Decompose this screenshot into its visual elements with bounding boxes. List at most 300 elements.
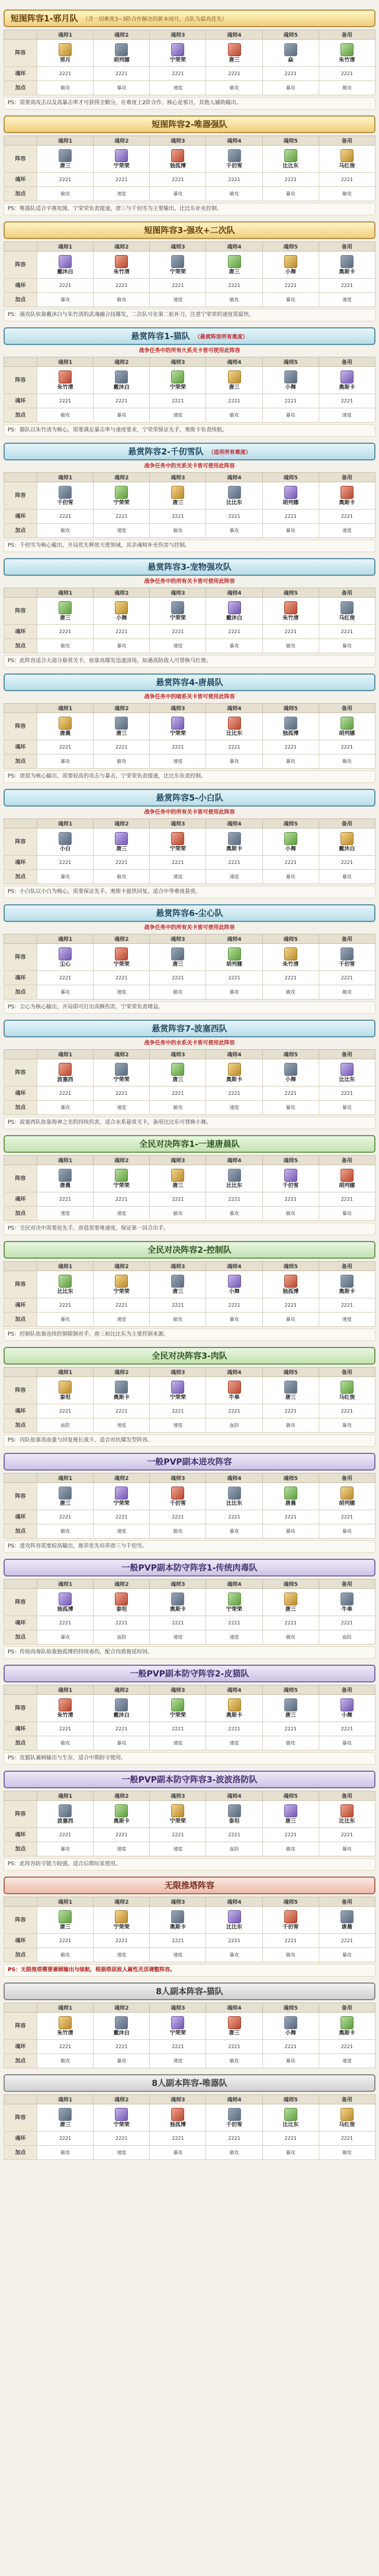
column-header: 魂师3 xyxy=(150,2095,206,2104)
row-label: 魂环 xyxy=(4,1616,37,1630)
table-cell: 2221 xyxy=(319,279,375,293)
column-header xyxy=(4,1579,37,1589)
section-title: 悬赏阵容1-猫队 xyxy=(131,332,190,341)
table-cell: 速度 xyxy=(150,2054,206,2068)
hero-cell xyxy=(206,1165,262,1192)
section-title: 一般PVP副本防守阵容3-波波洛防队 xyxy=(121,1775,258,1785)
table-cell: 暴攻 xyxy=(206,524,262,538)
hero-cell xyxy=(262,1483,319,1510)
table-cell: 速度 xyxy=(319,408,375,423)
hero-cell xyxy=(150,1483,206,1510)
hero-name: 朱竹清 xyxy=(113,269,130,275)
hero-name: 唐三 xyxy=(285,1394,296,1401)
team-table xyxy=(4,1367,375,1433)
table-cell: 2221 xyxy=(262,394,319,408)
table-header-row xyxy=(4,1050,375,1059)
hero-cell xyxy=(319,252,375,279)
hero-name: 独孤博 xyxy=(282,730,299,737)
table-cell: 速度 xyxy=(150,81,206,95)
column-header: 魂师4 xyxy=(206,1791,262,1801)
table-cell: 敏攻 xyxy=(150,985,206,1000)
table-cell: 2221 xyxy=(319,740,375,755)
table-cell: 2221 xyxy=(262,625,319,639)
hero-cell xyxy=(37,482,94,510)
hero-portrait-icon xyxy=(284,947,297,960)
table-header-row xyxy=(4,1474,375,1483)
table-cell: 2221 xyxy=(94,1934,150,1948)
table-cell: 暴攻 xyxy=(37,1630,94,1645)
hero-cell xyxy=(37,1589,94,1616)
team-table xyxy=(4,1791,375,1856)
hero-name: 宁荣荣 xyxy=(113,1076,130,1083)
table-cell: 2221 xyxy=(206,1510,262,1524)
table-cell: 敏攻 xyxy=(262,1418,319,1433)
table-cell: 速度 xyxy=(150,293,206,307)
hero-portrait-icon xyxy=(115,255,128,268)
column-header: 魂师2 xyxy=(94,1791,150,1801)
hero-portrait-icon xyxy=(59,1487,72,1500)
table-cell: 2221 xyxy=(94,67,150,81)
table-cell: 2221 xyxy=(262,1510,319,1524)
team-table xyxy=(4,703,375,769)
hero-name: 宁荣荣 xyxy=(169,2030,186,2036)
hero-name: 唐三 xyxy=(172,1182,184,1189)
hero-portrait-icon xyxy=(115,2108,128,2121)
hero-portrait-icon xyxy=(284,370,297,383)
hero-portrait-icon xyxy=(59,1910,72,1923)
team-table xyxy=(4,2003,375,2068)
column-header: 魂师1 xyxy=(37,242,94,252)
table-row xyxy=(4,1510,375,1524)
section-title: 一般PVP副本防守阵容2-皮猫队 xyxy=(130,1669,249,1679)
row-label: 魂环 xyxy=(4,1828,37,1842)
section-title: 全民对决阵容3-肉队 xyxy=(152,1352,227,1361)
hero-portrait-icon xyxy=(341,2016,354,2029)
hero-cell xyxy=(319,1377,375,1404)
hero-cell xyxy=(206,1801,262,1828)
row-label: 加点 xyxy=(4,870,37,884)
hero-name: 焱 xyxy=(288,57,294,63)
hero-name: 宁荣荣 xyxy=(169,1818,186,1824)
hero-cell xyxy=(262,598,319,625)
hero-portrait-icon xyxy=(341,832,354,845)
table-row xyxy=(4,67,375,81)
table-cell: 敏攻 xyxy=(37,1524,94,1539)
table-row xyxy=(4,1736,375,1750)
hero-cell xyxy=(206,367,262,394)
hero-portrait-icon xyxy=(341,1275,354,1288)
table-cell: 敏攻 xyxy=(150,1524,206,1539)
table-cell: 2221 xyxy=(150,1192,206,1207)
hero-portrait-icon xyxy=(284,1592,297,1605)
table-cell: 2221 xyxy=(150,856,206,870)
column-header: 魂师3 xyxy=(150,934,206,944)
table-cell: 血防 xyxy=(37,1418,94,1433)
hero-cell xyxy=(37,2104,94,2132)
section-subtitle: （适用所有难度） xyxy=(208,449,251,456)
table-cell: 暴攻 xyxy=(206,1948,262,1962)
column-header: 魂师4 xyxy=(206,2095,262,2104)
column-header: 备用 xyxy=(319,819,375,828)
hero-portrait-icon xyxy=(228,2016,241,2029)
table-cell: 2221 xyxy=(37,1616,94,1630)
hero-name: 宁荣荣 xyxy=(113,163,130,169)
hero-portrait-icon xyxy=(284,1698,297,1711)
table-row xyxy=(4,1630,375,1645)
table-row xyxy=(4,187,375,201)
table-cell: 2221 xyxy=(37,1192,94,1207)
hero-portrait-icon xyxy=(59,1804,72,1817)
row-label: 魂环 xyxy=(4,971,37,985)
section-note: PS：皮猫队兼顾输出与生存，适合中期防守使用。 xyxy=(4,1752,375,1765)
hero-portrait-icon xyxy=(228,1063,241,1076)
section-note: PS：小白队以小白为核心，需要保证先手，奥斯卡提供回复，适合中等难度悬赏。 xyxy=(4,886,375,898)
hero-cell xyxy=(150,2013,206,2040)
hero-cell xyxy=(150,1907,206,1934)
section-banner xyxy=(4,558,375,576)
column-header: 魂师3 xyxy=(150,1262,206,1271)
column-header: 备用 xyxy=(319,357,375,367)
hero-cell xyxy=(262,1377,319,1404)
column-header xyxy=(4,473,37,482)
hero-cell xyxy=(262,1165,319,1192)
hero-portrait-icon xyxy=(59,1698,72,1711)
table-cell: 暴攻 xyxy=(94,1736,150,1750)
table-cell: 2221 xyxy=(37,1722,94,1736)
column-header: 备用 xyxy=(319,2003,375,2013)
hero-cell xyxy=(206,1695,262,1722)
section-tip: 战争任务中的光系关卡皆可使用此阵容 xyxy=(144,463,235,469)
table-header-row xyxy=(4,357,375,367)
column-header: 备用 xyxy=(319,2095,375,2104)
table-cell: 敏攻 xyxy=(150,1101,206,1115)
hero-portrait-icon xyxy=(341,486,354,499)
hero-cell xyxy=(319,146,375,173)
column-header: 魂师5 xyxy=(262,1685,319,1695)
column-header: 魂师1 xyxy=(37,1262,94,1271)
section-note: PS：唐晨为核心输出，需要较高的攻击与暴击，宁荣荣负责提速，比比东负责控制。 xyxy=(4,770,375,783)
table-cell: 暴攻 xyxy=(262,2146,319,2160)
column-header: 魂师1 xyxy=(37,136,94,146)
hero-name: 唐三 xyxy=(172,961,184,968)
table-cell: 2221 xyxy=(150,67,206,81)
hero-name: 唐三 xyxy=(229,384,240,391)
hero-portrait-icon xyxy=(115,1804,128,1817)
table-cell: 敏攻 xyxy=(37,1948,94,1962)
hero-name: 唐三 xyxy=(285,1712,296,1719)
table-cell: 敏攻 xyxy=(150,1207,206,1221)
section-banner xyxy=(4,789,375,807)
column-header: 魂师1 xyxy=(37,30,94,40)
table-cell: 2221 xyxy=(262,740,319,755)
column-header: 备用 xyxy=(319,242,375,252)
column-header: 魂师4 xyxy=(206,588,262,598)
hero-cell xyxy=(150,598,206,625)
section-subtitle: （悬赏阵容所有难度） xyxy=(194,334,248,340)
hero-portrait-icon xyxy=(341,1381,354,1394)
hero-portrait-icon xyxy=(59,1275,72,1288)
team-table xyxy=(4,818,375,884)
hero-cell xyxy=(206,1483,262,1510)
hero-name: 宁荣荣 xyxy=(113,1924,130,1930)
team-table xyxy=(4,2094,375,2160)
table-cell: 2221 xyxy=(319,856,375,870)
section-tip: 战争任务中的暗系关卡皆可使用此阵容 xyxy=(144,694,235,700)
hero-name: 宁荣荣 xyxy=(169,57,186,63)
hero-name: 奥斯卡 xyxy=(113,1818,130,1824)
hero-cell xyxy=(262,828,319,856)
hero-portrait-icon xyxy=(341,1910,354,1923)
hero-name: 宁荣荣 xyxy=(226,1606,243,1613)
column-header xyxy=(4,2095,37,2104)
team-table xyxy=(4,1685,375,1750)
table-cell: 2221 xyxy=(94,1192,150,1207)
hero-name: 奥斯卡 xyxy=(113,1394,130,1401)
hero-portrait-icon xyxy=(171,1592,184,1605)
hero-name: 小舞 xyxy=(285,269,296,275)
table-cell: 敏攻 xyxy=(206,187,262,201)
hero-name: 千仞雪 xyxy=(169,1500,186,1507)
column-header: 备用 xyxy=(319,1156,375,1165)
table-row xyxy=(4,252,375,279)
table-cell: 暴攻 xyxy=(262,187,319,201)
table-cell: 暴攻 xyxy=(319,1736,375,1750)
hero-cell xyxy=(94,1907,150,1934)
column-header: 魂师2 xyxy=(94,473,150,482)
hero-cell xyxy=(37,1271,94,1298)
section-title: 悬赏阵容2-千仞雪队 xyxy=(128,447,204,457)
hero-portrait-icon xyxy=(341,370,354,383)
hero-name: 独孤博 xyxy=(169,2122,186,2128)
table-row xyxy=(4,81,375,95)
hero-name: 唐三 xyxy=(285,1818,296,1824)
table-cell: 2221 xyxy=(206,1192,262,1207)
column-header: 魂师1 xyxy=(37,2003,94,2013)
hero-name: 千仞雪 xyxy=(282,1924,299,1930)
hero-cell xyxy=(262,2013,319,2040)
hero-portrait-icon xyxy=(228,149,241,162)
hero-name: 牛皋 xyxy=(341,1606,352,1613)
hero-cell xyxy=(94,1271,150,1298)
section-tip: 战争任务中的所有关卡皆可使用此阵容 xyxy=(144,579,235,585)
section-title: 全民对决阵容2-控制队 xyxy=(147,1246,232,1255)
row-label: 加点 xyxy=(4,81,37,95)
table-cell: 暴攻 xyxy=(206,1524,262,1539)
table-row xyxy=(4,2040,375,2054)
hero-cell xyxy=(262,482,319,510)
section-banner xyxy=(4,1347,375,1365)
team-table xyxy=(4,588,375,653)
column-header: 魂师2 xyxy=(94,1368,150,1377)
section-banner xyxy=(4,221,375,239)
hero-name: 小舞 xyxy=(341,1712,352,1719)
hero-portrait-icon xyxy=(59,149,72,162)
team-table xyxy=(4,30,375,95)
section-banner xyxy=(4,1771,375,1788)
table-row xyxy=(4,870,375,884)
hero-cell xyxy=(319,40,375,67)
table-cell: 2221 xyxy=(319,1828,375,1842)
row-label: 阵容 xyxy=(4,2104,37,2132)
hero-cell xyxy=(262,1271,319,1298)
table-cell: 血防 xyxy=(206,1842,262,1856)
section-banner xyxy=(4,1020,375,1037)
hero-portrait-icon xyxy=(115,1169,128,1182)
hero-cell xyxy=(94,482,150,510)
table-cell: 暴攻 xyxy=(262,1524,319,1539)
row-label: 加点 xyxy=(4,1524,37,1539)
hero-portrait-icon xyxy=(171,486,184,499)
row-label: 加点 xyxy=(4,639,37,653)
column-header: 魂师1 xyxy=(37,1579,94,1589)
row-label: 加点 xyxy=(4,408,37,423)
section-note: PS：进攻阵容需要较高输出，推荐优先培养唐三与千仞雪。 xyxy=(4,1540,375,1553)
table-cell: 2221 xyxy=(94,510,150,524)
column-header: 备用 xyxy=(319,588,375,598)
hero-portrait-icon xyxy=(284,832,297,845)
hero-portrait-icon xyxy=(171,370,184,383)
hero-portrait-icon xyxy=(284,2016,297,2029)
hero-cell xyxy=(206,1271,262,1298)
hero-cell xyxy=(37,1059,94,1087)
table-cell: 2221 xyxy=(150,173,206,187)
column-header: 魂师5 xyxy=(262,30,319,40)
table-row xyxy=(4,408,375,423)
hero-name: 唐三 xyxy=(172,1076,184,1083)
team-table xyxy=(4,1155,375,1221)
column-header: 魂师4 xyxy=(206,136,262,146)
section-note: PS：强攻队依靠戴沐白与朱竹清的武魂融合技爆发，二次队可在第二轮补刀，注意宁荣荣的速度需最快。 xyxy=(4,309,375,321)
hero-name: 小舞 xyxy=(229,1288,240,1295)
section-banner xyxy=(4,1241,375,1259)
table-cell: 2221 xyxy=(150,1510,206,1524)
table-cell: 速度 xyxy=(94,1207,150,1221)
table-header-row xyxy=(4,588,375,598)
table-row xyxy=(4,971,375,985)
hero-cell xyxy=(37,252,94,279)
team-table xyxy=(4,241,375,307)
table-row xyxy=(4,1616,375,1630)
row-label: 魂环 xyxy=(4,1934,37,1948)
row-label: 阵容 xyxy=(4,2013,37,2040)
table-cell: 2221 xyxy=(150,625,206,639)
hero-cell xyxy=(206,828,262,856)
section-title: 无限推塔阵容 xyxy=(165,1881,214,1891)
hero-cell xyxy=(319,1483,375,1510)
section-note: PS：肉队依靠高血量与回复拖长战斗，适合对抗爆发型阵容。 xyxy=(4,1434,375,1447)
table-cell: 2221 xyxy=(37,1298,94,1313)
table-row xyxy=(4,1271,375,1298)
column-header: 魂师3 xyxy=(150,1050,206,1059)
column-header: 魂师5 xyxy=(262,819,319,828)
column-header: 魂师2 xyxy=(94,242,150,252)
hero-name: 宁荣荣 xyxy=(113,2122,130,2128)
table-row xyxy=(4,1842,375,1856)
table-row xyxy=(4,1165,375,1192)
table-cell: 2221 xyxy=(94,2132,150,2146)
row-label: 魂环 xyxy=(4,2040,37,2054)
table-cell: 暴攻 xyxy=(319,1948,375,1962)
column-header: 魂师1 xyxy=(37,704,94,713)
column-header: 魂师5 xyxy=(262,2095,319,2104)
column-header: 备用 xyxy=(319,1897,375,1907)
table-cell: 2221 xyxy=(150,1616,206,1630)
hero-cell xyxy=(37,828,94,856)
column-header: 魂师4 xyxy=(206,1579,262,1589)
hero-cell xyxy=(319,1907,375,1934)
hero-portrait-icon xyxy=(171,255,184,268)
table-cell: 速度 xyxy=(319,1313,375,1327)
row-label: 阵容 xyxy=(4,367,37,394)
row-label: 魂环 xyxy=(4,510,37,524)
hero-cell xyxy=(319,598,375,625)
table-cell: 2221 xyxy=(206,740,262,755)
hero-portrait-icon xyxy=(341,1169,354,1182)
hero-cell xyxy=(94,828,150,856)
table-row xyxy=(4,173,375,187)
table-cell: 2221 xyxy=(94,1510,150,1524)
table-cell: 2221 xyxy=(37,2040,94,2054)
team-table xyxy=(4,472,375,538)
table-row xyxy=(4,1948,375,1962)
column-header: 魂师2 xyxy=(94,704,150,713)
table-cell: 速度 xyxy=(37,1207,94,1221)
hero-portrait-icon xyxy=(171,1381,184,1394)
table-cell: 速度 xyxy=(94,187,150,201)
table-cell: 暴攻 xyxy=(262,2054,319,2068)
hero-cell xyxy=(319,944,375,971)
hero-cell xyxy=(150,1059,206,1087)
row-label: 加点 xyxy=(4,2054,37,2068)
table-cell: 2221 xyxy=(206,1722,262,1736)
hero-name: 宁荣荣 xyxy=(169,615,186,621)
column-header: 魂师1 xyxy=(37,473,94,482)
hero-cell xyxy=(150,1271,206,1298)
table-row xyxy=(4,755,375,769)
table-cell: 敏攻 xyxy=(319,755,375,769)
column-header: 魂师4 xyxy=(206,2003,262,2013)
hero-portrait-icon xyxy=(341,947,354,960)
row-label: 阵容 xyxy=(4,828,37,856)
column-header: 备用 xyxy=(319,1791,375,1801)
column-header: 魂师3 xyxy=(150,1685,206,1695)
hero-cell xyxy=(37,2013,94,2040)
hero-cell xyxy=(37,367,94,394)
hero-name: 朱竹清 xyxy=(57,1712,73,1719)
hero-name: 千仞雪 xyxy=(339,961,355,968)
section-title: 8人副本阵容-唯器队 xyxy=(152,2079,227,2088)
table-row xyxy=(4,639,375,653)
table-cell: 暴攻 xyxy=(37,755,94,769)
table-cell: 暴攻 xyxy=(319,1207,375,1221)
table-cell: 2221 xyxy=(37,740,94,755)
table-cell: 2221 xyxy=(94,1828,150,1842)
table-cell: 敏攻 xyxy=(319,985,375,1000)
table-cell: 2221 xyxy=(150,2132,206,2146)
section-note: PS：传统肉毒队依靠独孤博的持续毒伤，配合肉盾拖延时间。 xyxy=(4,1646,375,1659)
column-header xyxy=(4,934,37,944)
column-header: 魂师2 xyxy=(94,1050,150,1059)
table-cell: 2221 xyxy=(206,1298,262,1313)
hero-portrait-icon xyxy=(59,43,72,56)
column-header: 魂师5 xyxy=(262,1050,319,1059)
row-label: 加点 xyxy=(4,524,37,538)
table-cell: 2221 xyxy=(206,2132,262,2146)
hero-name: 宁荣荣 xyxy=(113,1182,130,1189)
column-header: 魂师2 xyxy=(94,1897,150,1907)
column-header xyxy=(4,1685,37,1695)
table-header-row xyxy=(4,1685,375,1695)
